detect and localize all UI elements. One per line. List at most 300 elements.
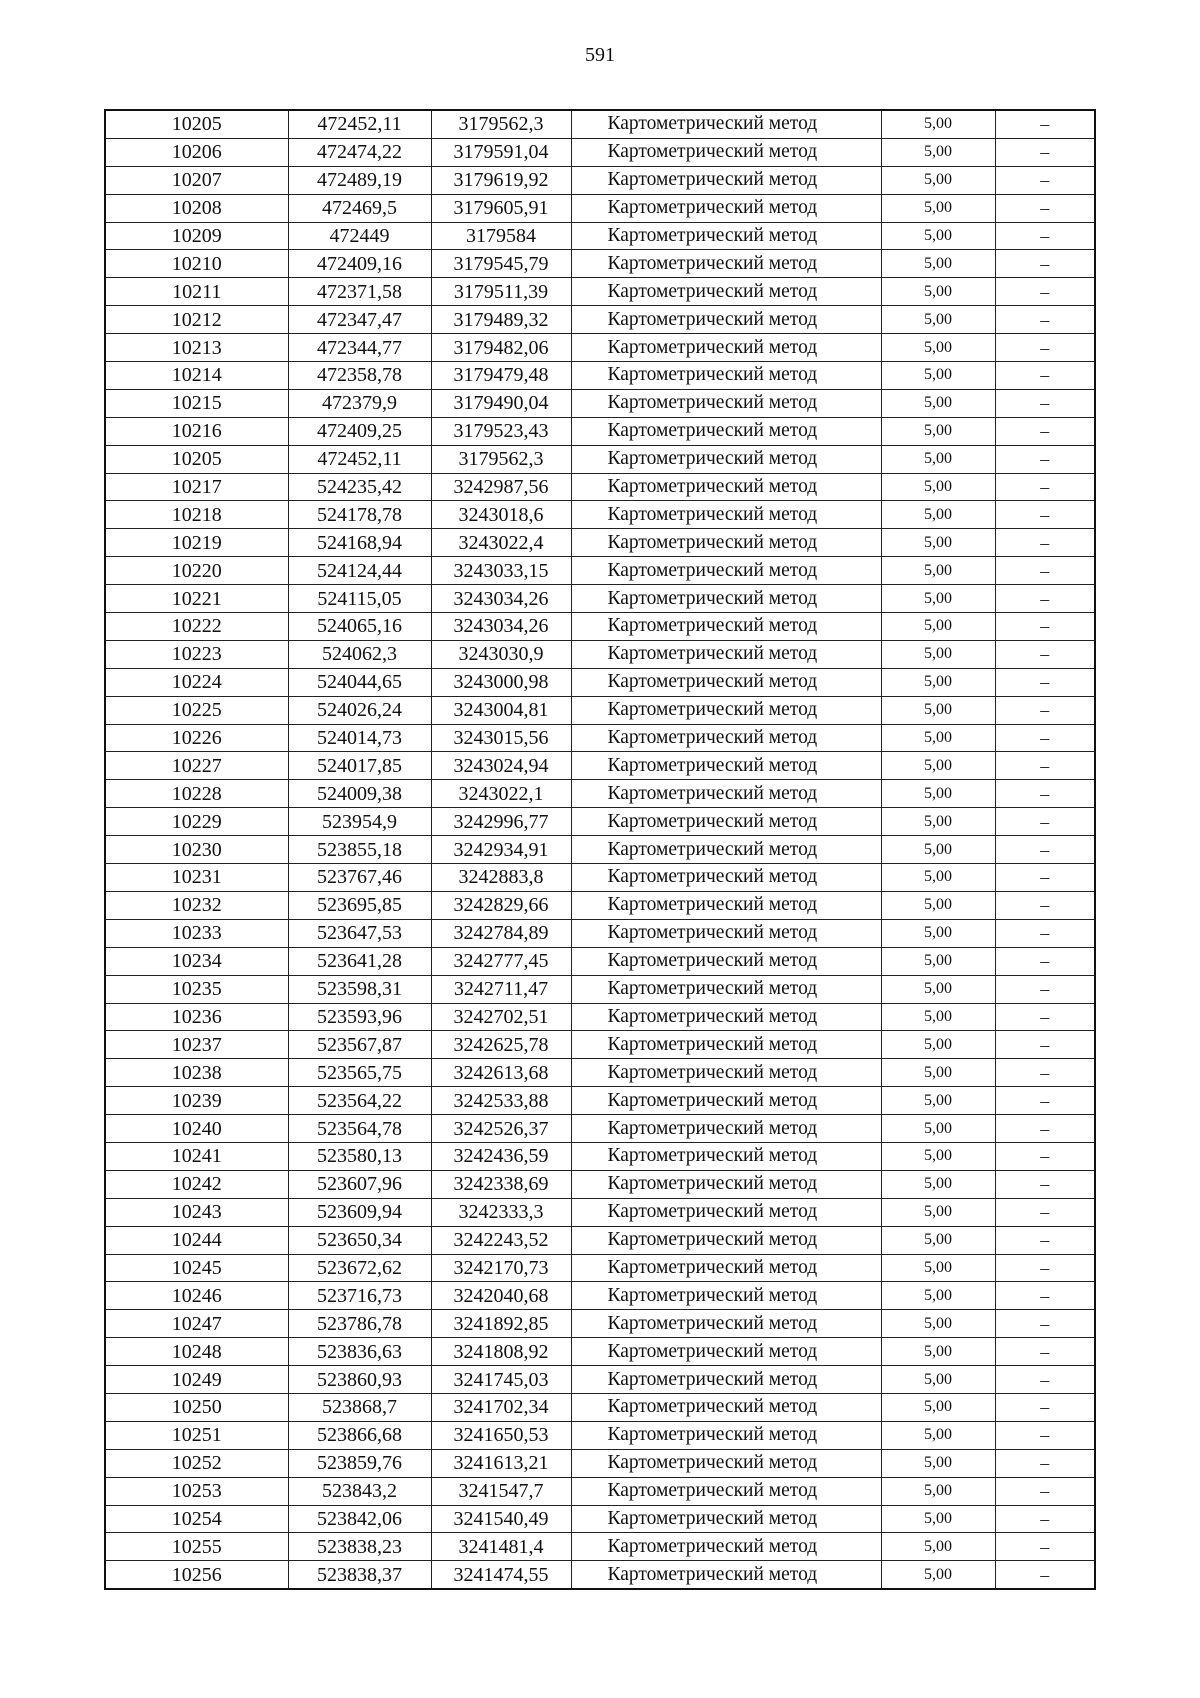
- description-cell: –: [995, 1282, 1095, 1310]
- table-row: [105, 1449, 1095, 1477]
- y-coordinate-cell: 3242883,8: [431, 864, 571, 892]
- y-coordinate-cell: 3243030,9: [431, 640, 571, 668]
- accuracy-cell: 5,00: [881, 1087, 995, 1115]
- point-number-cell: 10235: [105, 975, 288, 1003]
- point-number-cell: 10249: [105, 1366, 288, 1394]
- accuracy-cell: 5,00: [881, 557, 995, 585]
- y-coordinate-cell: 3179584: [431, 222, 571, 250]
- x-coordinate-cell: 523842,06: [288, 1505, 431, 1533]
- accuracy-cell: 5,00: [881, 947, 995, 975]
- point-number-cell: 10214: [105, 362, 288, 390]
- point-number-cell: 10229: [105, 808, 288, 836]
- table-row: [105, 891, 1095, 919]
- x-coordinate-cell: 524044,65: [288, 668, 431, 696]
- y-coordinate-cell: 3243022,4: [431, 529, 571, 557]
- point-number-cell: 10215: [105, 389, 288, 417]
- accuracy-cell: 5,00: [881, 1142, 995, 1170]
- description-cell: –: [995, 501, 1095, 529]
- accuracy-cell: 5,00: [881, 975, 995, 1003]
- description-cell: –: [995, 1533, 1095, 1561]
- point-number-cell: 10223: [105, 640, 288, 668]
- x-coordinate-cell: 524235,42: [288, 473, 431, 501]
- description-cell: –: [995, 1003, 1095, 1031]
- y-coordinate-cell: 3241892,85: [431, 1310, 571, 1338]
- x-coordinate-cell: 524065,16: [288, 613, 431, 641]
- description-cell: –: [995, 1366, 1095, 1394]
- table-row: [105, 640, 1095, 668]
- point-number-cell: 10221: [105, 585, 288, 613]
- description-cell: –: [995, 891, 1095, 919]
- description-cell: –: [995, 222, 1095, 250]
- method-cell: Картометрический метод: [571, 1142, 881, 1170]
- accuracy-cell: 5,00: [881, 1393, 995, 1421]
- accuracy-cell: 5,00: [881, 389, 995, 417]
- x-coordinate-cell: 472449: [288, 222, 431, 250]
- accuracy-cell: 5,00: [881, 1115, 995, 1143]
- method-cell: Картометрический метод: [571, 724, 881, 752]
- point-number-cell: 10224: [105, 668, 288, 696]
- method-cell: Картометрический метод: [571, 445, 881, 473]
- point-number-cell: 10238: [105, 1059, 288, 1087]
- y-coordinate-cell: 3243024,94: [431, 752, 571, 780]
- point-number-cell: 10233: [105, 919, 288, 947]
- point-number-cell: 10218: [105, 501, 288, 529]
- method-cell: Картометрический метод: [571, 585, 881, 613]
- accuracy-cell: 5,00: [881, 1226, 995, 1254]
- x-coordinate-cell: 523650,34: [288, 1226, 431, 1254]
- y-coordinate-cell: 3242711,47: [431, 975, 571, 1003]
- description-cell: –: [995, 1449, 1095, 1477]
- point-number-cell: 10251: [105, 1421, 288, 1449]
- x-coordinate-cell: 524017,85: [288, 752, 431, 780]
- table-row: [105, 919, 1095, 947]
- x-coordinate-cell: 523695,85: [288, 891, 431, 919]
- method-cell: Картометрический метод: [571, 1338, 881, 1366]
- x-coordinate-cell: 524178,78: [288, 501, 431, 529]
- x-coordinate-cell: 523609,94: [288, 1198, 431, 1226]
- point-number-cell: 10232: [105, 891, 288, 919]
- table-row: [105, 389, 1095, 417]
- accuracy-cell: 5,00: [881, 1338, 995, 1366]
- y-coordinate-cell: 3241540,49: [431, 1505, 571, 1533]
- table-row: [105, 585, 1095, 613]
- method-cell: Картометрический метод: [571, 1477, 881, 1505]
- method-cell: Картометрический метод: [571, 334, 881, 362]
- point-number-cell: 10206: [105, 138, 288, 166]
- y-coordinate-cell: 3179479,48: [431, 362, 571, 390]
- table-row: [105, 1477, 1095, 1505]
- method-cell: Картометрический метод: [571, 640, 881, 668]
- accuracy-cell: 5,00: [881, 613, 995, 641]
- method-cell: Картометрический метод: [571, 1561, 881, 1589]
- point-number-cell: 10216: [105, 417, 288, 445]
- table-row: [105, 1366, 1095, 1394]
- x-coordinate-cell: 523647,53: [288, 919, 431, 947]
- accuracy-cell: 5,00: [881, 1421, 995, 1449]
- point-number-cell: 10227: [105, 752, 288, 780]
- point-number-cell: 10245: [105, 1254, 288, 1282]
- table-row: [105, 836, 1095, 864]
- description-cell: –: [995, 613, 1095, 641]
- y-coordinate-cell: 3243000,98: [431, 668, 571, 696]
- point-number-cell: 10237: [105, 1031, 288, 1059]
- description-cell: –: [995, 110, 1095, 138]
- table-row: [105, 194, 1095, 222]
- method-cell: Картометрический метод: [571, 138, 881, 166]
- method-cell: Картометрический метод: [571, 389, 881, 417]
- accuracy-cell: 5,00: [881, 1366, 995, 1394]
- method-cell: Картометрический метод: [571, 473, 881, 501]
- description-cell: –: [995, 724, 1095, 752]
- description-cell: –: [995, 250, 1095, 278]
- description-cell: –: [995, 808, 1095, 836]
- description-cell: –: [995, 194, 1095, 222]
- y-coordinate-cell: 3241808,92: [431, 1338, 571, 1366]
- y-coordinate-cell: 3242829,66: [431, 891, 571, 919]
- point-number-cell: 10256: [105, 1561, 288, 1589]
- description-cell: –: [995, 836, 1095, 864]
- description-cell: –: [995, 1505, 1095, 1533]
- point-number-cell: 10244: [105, 1226, 288, 1254]
- accuracy-cell: 5,00: [881, 1254, 995, 1282]
- table-row: [105, 306, 1095, 334]
- table-row: [105, 334, 1095, 362]
- description-cell: –: [995, 278, 1095, 306]
- table-row: [105, 947, 1095, 975]
- accuracy-cell: 5,00: [881, 1003, 995, 1031]
- description-cell: –: [995, 696, 1095, 724]
- table-row: [105, 1533, 1095, 1561]
- method-cell: Картометрический метод: [571, 306, 881, 334]
- point-number-cell: 10241: [105, 1142, 288, 1170]
- method-cell: Картометрический метод: [571, 836, 881, 864]
- table-row: [105, 1338, 1095, 1366]
- point-number-cell: 10213: [105, 334, 288, 362]
- description-cell: –: [995, 445, 1095, 473]
- description-cell: –: [995, 362, 1095, 390]
- accuracy-cell: 5,00: [881, 166, 995, 194]
- accuracy-cell: 5,00: [881, 362, 995, 390]
- point-number-cell: 10211: [105, 278, 288, 306]
- y-coordinate-cell: 3179511,39: [431, 278, 571, 306]
- method-cell: Картометрический метод: [571, 975, 881, 1003]
- x-coordinate-cell: 472358,78: [288, 362, 431, 390]
- table-row: [105, 1087, 1095, 1115]
- description-cell: –: [995, 919, 1095, 947]
- method-cell: Картометрический метод: [571, 1310, 881, 1338]
- y-coordinate-cell: 3242338,69: [431, 1170, 571, 1198]
- x-coordinate-cell: 472452,11: [288, 445, 431, 473]
- description-cell: –: [995, 1421, 1095, 1449]
- method-cell: Картометрический метод: [571, 1254, 881, 1282]
- table-row: [105, 1421, 1095, 1449]
- method-cell: Картометрический метод: [571, 501, 881, 529]
- method-cell: Картометрический метод: [571, 947, 881, 975]
- accuracy-cell: 5,00: [881, 808, 995, 836]
- description-cell: –: [995, 417, 1095, 445]
- y-coordinate-cell: 3243018,6: [431, 501, 571, 529]
- x-coordinate-cell: 523641,28: [288, 947, 431, 975]
- x-coordinate-cell: 523564,22: [288, 1087, 431, 1115]
- description-cell: –: [995, 1561, 1095, 1589]
- accuracy-cell: 5,00: [881, 585, 995, 613]
- method-cell: Картометрический метод: [571, 1533, 881, 1561]
- point-number-cell: 10234: [105, 947, 288, 975]
- method-cell: Картометрический метод: [571, 752, 881, 780]
- table-row: [105, 138, 1095, 166]
- x-coordinate-cell: 472379,9: [288, 389, 431, 417]
- point-number-cell: 10226: [105, 724, 288, 752]
- description-cell: –: [995, 1170, 1095, 1198]
- point-number-cell: 10239: [105, 1087, 288, 1115]
- method-cell: Картометрический метод: [571, 417, 881, 445]
- coordinates-table: [104, 109, 1096, 1590]
- x-coordinate-cell: 523868,7: [288, 1393, 431, 1421]
- method-cell: Картометрический метод: [571, 1505, 881, 1533]
- table-row: [105, 1254, 1095, 1282]
- method-cell: Картометрический метод: [571, 1198, 881, 1226]
- method-cell: Картометрический метод: [571, 891, 881, 919]
- accuracy-cell: 5,00: [881, 1505, 995, 1533]
- y-coordinate-cell: 3179482,06: [431, 334, 571, 362]
- description-cell: –: [995, 1031, 1095, 1059]
- y-coordinate-cell: 3179545,79: [431, 250, 571, 278]
- y-coordinate-cell: 3242613,68: [431, 1059, 571, 1087]
- accuracy-cell: 5,00: [881, 864, 995, 892]
- accuracy-cell: 5,00: [881, 891, 995, 919]
- y-coordinate-cell: 3242987,56: [431, 473, 571, 501]
- table-row: [105, 166, 1095, 194]
- description-cell: –: [995, 334, 1095, 362]
- x-coordinate-cell: 472474,22: [288, 138, 431, 166]
- y-coordinate-cell: 3242625,78: [431, 1031, 571, 1059]
- y-coordinate-cell: 3241702,34: [431, 1393, 571, 1421]
- method-cell: Картометрический метод: [571, 1366, 881, 1394]
- accuracy-cell: 5,00: [881, 780, 995, 808]
- table-row: [105, 780, 1095, 808]
- page-number: 591: [585, 44, 615, 66]
- x-coordinate-cell: 524124,44: [288, 557, 431, 585]
- description-cell: –: [995, 1087, 1095, 1115]
- x-coordinate-cell: 472371,58: [288, 278, 431, 306]
- y-coordinate-cell: 3242436,59: [431, 1142, 571, 1170]
- point-number-cell: 10231: [105, 864, 288, 892]
- accuracy-cell: 5,00: [881, 1561, 995, 1589]
- x-coordinate-cell: 524026,24: [288, 696, 431, 724]
- table-row: [105, 696, 1095, 724]
- point-number-cell: 10222: [105, 613, 288, 641]
- y-coordinate-cell: 3243034,26: [431, 613, 571, 641]
- accuracy-cell: 5,00: [881, 278, 995, 306]
- method-cell: Картометрический метод: [571, 696, 881, 724]
- method-cell: Картометрический метод: [571, 1282, 881, 1310]
- accuracy-cell: 5,00: [881, 1310, 995, 1338]
- table-row: [105, 529, 1095, 557]
- y-coordinate-cell: 3179591,04: [431, 138, 571, 166]
- description-cell: –: [995, 975, 1095, 1003]
- accuracy-cell: 5,00: [881, 501, 995, 529]
- accuracy-cell: 5,00: [881, 752, 995, 780]
- table-row: [105, 1393, 1095, 1421]
- description-cell: –: [995, 1059, 1095, 1087]
- y-coordinate-cell: 3179489,32: [431, 306, 571, 334]
- y-coordinate-cell: 3241650,53: [431, 1421, 571, 1449]
- description-cell: –: [995, 585, 1095, 613]
- method-cell: Картометрический метод: [571, 110, 881, 138]
- y-coordinate-cell: 3242333,3: [431, 1198, 571, 1226]
- y-coordinate-cell: 3241481,4: [431, 1533, 571, 1561]
- description-cell: –: [995, 1477, 1095, 1505]
- table-row: [105, 250, 1095, 278]
- point-number-cell: 10210: [105, 250, 288, 278]
- point-number-cell: 10247: [105, 1310, 288, 1338]
- method-cell: Картометрический метод: [571, 613, 881, 641]
- accuracy-cell: 5,00: [881, 1059, 995, 1087]
- table-row: [105, 473, 1095, 501]
- table-row: [105, 222, 1095, 250]
- x-coordinate-cell: 523954,9: [288, 808, 431, 836]
- point-number-cell: 10217: [105, 473, 288, 501]
- description-cell: –: [995, 864, 1095, 892]
- y-coordinate-cell: 3179619,92: [431, 166, 571, 194]
- y-coordinate-cell: 3241745,03: [431, 1366, 571, 1394]
- x-coordinate-cell: 524009,38: [288, 780, 431, 808]
- table-row: [105, 1031, 1095, 1059]
- table-row: [105, 668, 1095, 696]
- x-coordinate-cell: 523598,31: [288, 975, 431, 1003]
- table-row: [105, 110, 1095, 138]
- point-number-cell: 10228: [105, 780, 288, 808]
- point-number-cell: 10220: [105, 557, 288, 585]
- accuracy-cell: 5,00: [881, 110, 995, 138]
- method-cell: Картометрический метод: [571, 362, 881, 390]
- accuracy-cell: 5,00: [881, 417, 995, 445]
- table-row: [105, 613, 1095, 641]
- method-cell: Картометрический метод: [571, 166, 881, 194]
- table-row: [105, 362, 1095, 390]
- y-coordinate-cell: 3241613,21: [431, 1449, 571, 1477]
- y-coordinate-cell: 3179490,04: [431, 389, 571, 417]
- y-coordinate-cell: 3179562,3: [431, 110, 571, 138]
- point-number-cell: 10240: [105, 1115, 288, 1143]
- table-row: [105, 1003, 1095, 1031]
- y-coordinate-cell: 3179605,91: [431, 194, 571, 222]
- table-row: [105, 975, 1095, 1003]
- method-cell: Картометрический метод: [571, 1003, 881, 1031]
- point-number-cell: 10219: [105, 529, 288, 557]
- table-row: [105, 1282, 1095, 1310]
- x-coordinate-cell: 523855,18: [288, 836, 431, 864]
- y-coordinate-cell: 3241474,55: [431, 1561, 571, 1589]
- description-cell: –: [995, 1198, 1095, 1226]
- x-coordinate-cell: 472489,19: [288, 166, 431, 194]
- x-coordinate-cell: 523860,93: [288, 1366, 431, 1394]
- method-cell: Картометрический метод: [571, 1393, 881, 1421]
- description-cell: –: [995, 389, 1095, 417]
- y-coordinate-cell: 3242243,52: [431, 1226, 571, 1254]
- accuracy-cell: 5,00: [881, 836, 995, 864]
- description-cell: –: [995, 1338, 1095, 1366]
- method-cell: Картометрический метод: [571, 1226, 881, 1254]
- accuracy-cell: 5,00: [881, 445, 995, 473]
- accuracy-cell: 5,00: [881, 194, 995, 222]
- description-cell: –: [995, 1226, 1095, 1254]
- y-coordinate-cell: 3179523,43: [431, 417, 571, 445]
- x-coordinate-cell: 523838,23: [288, 1533, 431, 1561]
- x-coordinate-cell: 472344,77: [288, 334, 431, 362]
- point-number-cell: 10253: [105, 1477, 288, 1505]
- table-row: [105, 724, 1095, 752]
- y-coordinate-cell: 3179562,3: [431, 445, 571, 473]
- accuracy-cell: 5,00: [881, 473, 995, 501]
- x-coordinate-cell: 472452,11: [288, 110, 431, 138]
- description-cell: –: [995, 1254, 1095, 1282]
- accuracy-cell: 5,00: [881, 1031, 995, 1059]
- method-cell: Картометрический метод: [571, 1449, 881, 1477]
- table-row: [105, 1310, 1095, 1338]
- x-coordinate-cell: 523580,13: [288, 1142, 431, 1170]
- table-row: [105, 752, 1095, 780]
- coordinates-table-body: [105, 110, 1095, 1589]
- description-cell: –: [995, 1310, 1095, 1338]
- accuracy-cell: 5,00: [881, 1198, 995, 1226]
- point-number-cell: 10242: [105, 1170, 288, 1198]
- accuracy-cell: 5,00: [881, 668, 995, 696]
- description-cell: –: [995, 780, 1095, 808]
- accuracy-cell: 5,00: [881, 306, 995, 334]
- y-coordinate-cell: 3242526,37: [431, 1115, 571, 1143]
- accuracy-cell: 5,00: [881, 1477, 995, 1505]
- point-number-cell: 10246: [105, 1282, 288, 1310]
- x-coordinate-cell: 472409,25: [288, 417, 431, 445]
- description-cell: –: [995, 557, 1095, 585]
- method-cell: Картометрический метод: [571, 1421, 881, 1449]
- accuracy-cell: 5,00: [881, 1449, 995, 1477]
- x-coordinate-cell: 472469,5: [288, 194, 431, 222]
- description-cell: –: [995, 166, 1095, 194]
- table-row: [105, 1142, 1095, 1170]
- method-cell: Картометрический метод: [571, 780, 881, 808]
- accuracy-cell: 5,00: [881, 222, 995, 250]
- table-row: [105, 445, 1095, 473]
- point-number-cell: 10243: [105, 1198, 288, 1226]
- x-coordinate-cell: 523836,63: [288, 1338, 431, 1366]
- y-coordinate-cell: 3242934,91: [431, 836, 571, 864]
- accuracy-cell: 5,00: [881, 724, 995, 752]
- method-cell: Картометрический метод: [571, 529, 881, 557]
- table-row: [105, 1170, 1095, 1198]
- accuracy-cell: 5,00: [881, 1533, 995, 1561]
- table-row: [105, 1561, 1095, 1589]
- x-coordinate-cell: 523593,96: [288, 1003, 431, 1031]
- y-coordinate-cell: 3242996,77: [431, 808, 571, 836]
- table-row: [105, 278, 1095, 306]
- point-number-cell: 10205: [105, 445, 288, 473]
- table-row: [105, 808, 1095, 836]
- method-cell: Картометрический метод: [571, 1031, 881, 1059]
- description-cell: –: [995, 640, 1095, 668]
- y-coordinate-cell: 3243033,15: [431, 557, 571, 585]
- y-coordinate-cell: 3243004,81: [431, 696, 571, 724]
- accuracy-cell: 5,00: [881, 529, 995, 557]
- description-cell: –: [995, 947, 1095, 975]
- point-number-cell: 10250: [105, 1393, 288, 1421]
- point-number-cell: 10205: [105, 110, 288, 138]
- x-coordinate-cell: 523786,78: [288, 1310, 431, 1338]
- method-cell: Картометрический метод: [571, 222, 881, 250]
- x-coordinate-cell: 523564,78: [288, 1115, 431, 1143]
- table-row: [105, 557, 1095, 585]
